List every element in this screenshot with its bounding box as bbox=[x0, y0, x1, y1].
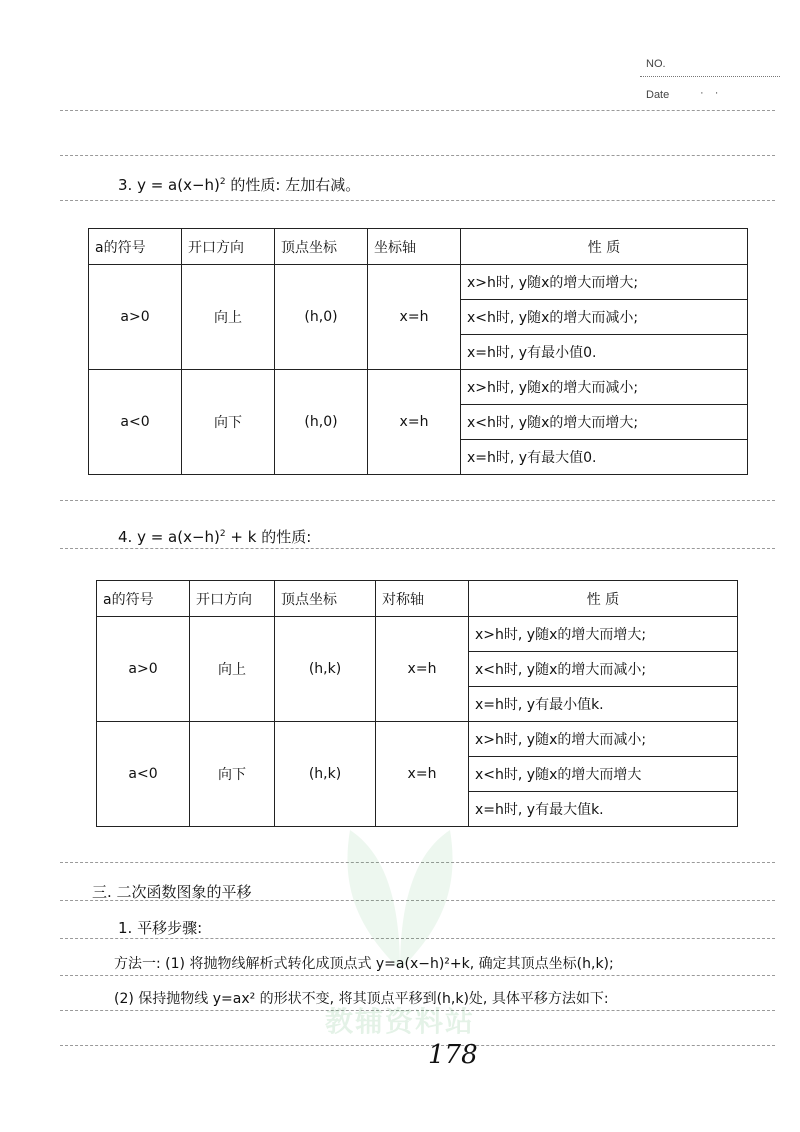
cell-property: x=h时, y有最小值0. bbox=[461, 335, 748, 370]
section4-title-sup: 2 bbox=[219, 529, 226, 539]
cell-property: x>h时, y随x的增大而减小; bbox=[469, 722, 738, 757]
cell-property: x>h时, y随x的增大而增大; bbox=[469, 617, 738, 652]
col-header-vertex: 顶点坐标 bbox=[275, 581, 376, 617]
step-title: 1. 平移步骤: bbox=[118, 919, 203, 937]
col-header-sign: a的符号 bbox=[97, 581, 190, 617]
cell-opening: 向上 bbox=[190, 617, 275, 722]
col-header-opening: 开口方向 bbox=[182, 229, 275, 265]
cell-axis: x=h bbox=[368, 370, 461, 475]
cell-axis: x=h bbox=[376, 722, 469, 827]
cell-property: x>h时, y随x的增大而增大; bbox=[461, 265, 748, 300]
date-label: Date bbox=[646, 89, 670, 101]
cell-property: x=h时, y有最小值k. bbox=[469, 687, 738, 722]
table-header-row bbox=[97, 581, 738, 617]
table-header-row bbox=[89, 229, 748, 265]
cell-opening: 向下 bbox=[190, 722, 275, 827]
section3-table bbox=[88, 228, 748, 475]
section3-title-sup: 2 bbox=[219, 177, 226, 187]
section4-title-suffix: + k 的性质: bbox=[225, 528, 312, 546]
cell-opening: 向上 bbox=[182, 265, 275, 370]
method-two-text: (2) 保持抛物线 y=ax² 的形状不变, 将其顶点平移到(h,k)处, 具体平移方法如下: bbox=[114, 991, 609, 1007]
cell-sign: a<0 bbox=[89, 370, 182, 475]
col-header-axis: 对称轴 bbox=[376, 581, 469, 617]
cell-property: x=h时, y有最大值0. bbox=[461, 440, 748, 475]
table-row bbox=[89, 265, 748, 300]
no-line bbox=[640, 76, 780, 77]
ruled-line bbox=[60, 1045, 775, 1046]
table-row bbox=[89, 370, 748, 405]
date-dots: · · bbox=[700, 87, 723, 99]
section4-title-prefix: 4. y = a(x−h) bbox=[118, 528, 220, 546]
page-number: 178 bbox=[428, 1040, 478, 1070]
section3-title bbox=[118, 174, 360, 195]
col-header-properties: 性 质 bbox=[461, 229, 748, 265]
ruled-line bbox=[60, 548, 775, 549]
cell-property: x<h时, y随x的增大而增大 bbox=[469, 757, 738, 792]
col-header-vertex: 顶点坐标 bbox=[275, 229, 368, 265]
no-label: NO. bbox=[646, 58, 666, 70]
table-row bbox=[97, 617, 738, 652]
col-header-opening: 开口方向 bbox=[190, 581, 275, 617]
ruled-line bbox=[60, 110, 775, 111]
cell-axis: x=h bbox=[376, 617, 469, 722]
cell-property: x=h时, y有最大值k. bbox=[469, 792, 738, 827]
cell-property: x<h时, y随x的增大而增大; bbox=[461, 405, 748, 440]
cell-sign: a>0 bbox=[89, 265, 182, 370]
cell-sign: a<0 bbox=[97, 722, 190, 827]
cell-property: x<h时, y随x的增大而减小; bbox=[461, 300, 748, 335]
ruled-line bbox=[60, 500, 775, 501]
watermark-text: 教辅资料站 bbox=[324, 1005, 475, 1038]
cell-axis: x=h bbox=[368, 265, 461, 370]
col-header-sign: a的符号 bbox=[89, 229, 182, 265]
method-one-text: 方法一: (1) 将抛物线解析式转化成顶点式 y=a(x−h)²+k, 确定其顶点坐标(h,k); bbox=[114, 956, 614, 972]
col-header-properties: 性 质 bbox=[469, 581, 738, 617]
cell-opening: 向下 bbox=[182, 370, 275, 475]
col-header-axis: 坐标轴 bbox=[368, 229, 461, 265]
cell-vertex: (h,0) bbox=[275, 265, 368, 370]
cell-sign: a>0 bbox=[97, 617, 190, 722]
ruled-line bbox=[60, 155, 775, 156]
cell-property: x>h时, y随x的增大而减小; bbox=[461, 370, 748, 405]
section-three-heading: 三. 二次函数图象的平移 bbox=[92, 883, 252, 901]
ruled-line bbox=[60, 200, 775, 201]
table-row bbox=[97, 722, 738, 757]
cell-vertex: (h,k) bbox=[275, 722, 376, 827]
section3-title-prefix: 3. y = a(x−h) bbox=[118, 176, 220, 194]
section3-title-suffix: 的性质: 左加右减。 bbox=[225, 176, 361, 194]
cell-property: x<h时, y随x的增大而减小; bbox=[469, 652, 738, 687]
section4-table bbox=[96, 580, 738, 827]
cell-vertex: (h,k) bbox=[275, 617, 376, 722]
cell-vertex: (h,0) bbox=[275, 370, 368, 475]
section4-title bbox=[118, 526, 311, 547]
